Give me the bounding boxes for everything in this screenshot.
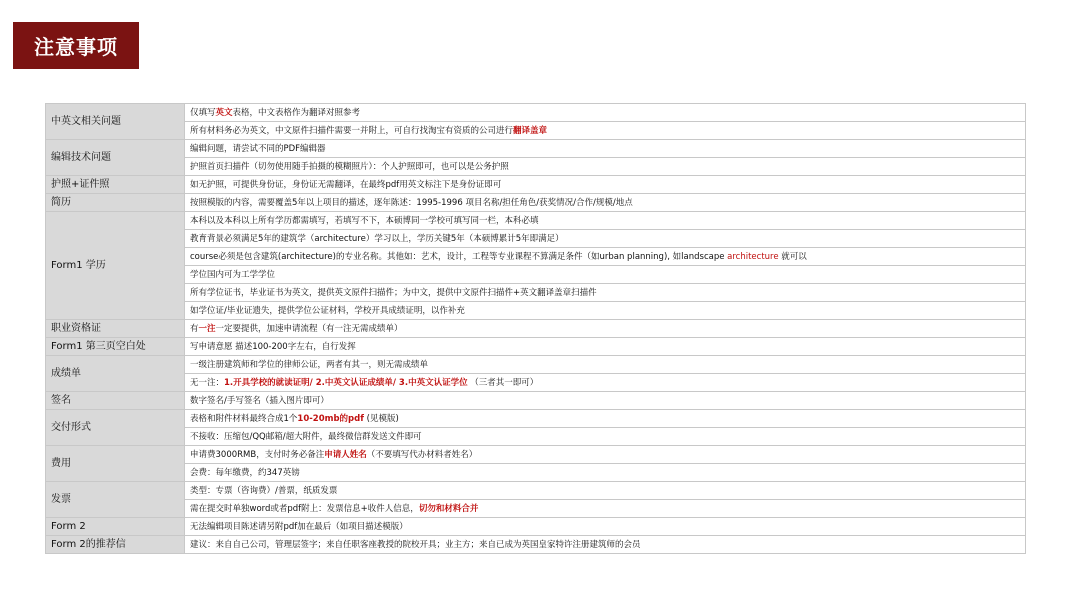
note-text: 类型：专票（咨询费）/普票，纸质发票 (190, 485, 338, 496)
note-cell (185, 176, 1026, 194)
table-row (46, 158, 1026, 176)
note-text: course必须是包含建筑(architecture)的专业名称。其他如：艺术，设计，工程等专业课程不算满足条件（如urban planning), 如landscape (190, 251, 728, 262)
table-row (46, 104, 1026, 122)
table-row (46, 266, 1026, 284)
note-text: 所有材料务必为英文，中文原件扫描件需要一并附上，可自行找淘宝有资质的公司进行 (190, 125, 514, 136)
note-cell (185, 194, 1026, 212)
note-text: 所有学位证书，毕业证书为英文，提供英文原件扫描件；为中文，提供中文原件扫描件+英文翻译盖章扫描件 (190, 287, 597, 298)
note-cell (185, 392, 1026, 410)
note-text: 表格和附件材料最终合成1个 (190, 413, 298, 424)
note-text: 数字签名/手写签名（插入图片即可） (190, 395, 329, 406)
note-cell (185, 464, 1026, 482)
highlight-text: 英文 (215, 107, 233, 118)
note-text: 学位国内可为工学学位 (190, 269, 276, 280)
note-text: 申请费3000RMB，支付时务必备注 (190, 449, 325, 460)
note-text: 如无护照，可提供身份证，身份证无需翻译，在最终pdf用英文标注下是身份证即可 (190, 179, 502, 190)
category-cell: 交付形式 (46, 410, 185, 446)
note-text: （三者其一即可） (467, 377, 539, 388)
note-text: 护照首页扫描件（切勿使用随手拍摄的模糊照片）：个人护照即可，也可以是公务护照 (190, 161, 509, 172)
table-row (46, 140, 1026, 158)
note-text: 建议：来自自己公司，管理层签字；来自任职客座教授的院校开具；业主方；来自已成为英国皇家特许注册建筑师的会员 (190, 539, 641, 550)
note-text: 无一注： (190, 377, 225, 388)
table-row (46, 284, 1026, 302)
note-cell (185, 158, 1026, 176)
highlight-text: 一注 (198, 323, 216, 334)
notes-table (45, 103, 1026, 554)
note-cell (185, 446, 1026, 464)
category-cell: 签名 (46, 392, 185, 410)
note-text: 需在提交时单独word或者pdf附上：发票信息+收件人信息， (190, 503, 419, 514)
category-cell: Form1 第三页空白处 (46, 338, 185, 356)
note-cell (185, 302, 1026, 320)
table-row (46, 248, 1026, 266)
note-text: （不要填写代办材料者姓名） (366, 449, 478, 460)
page-title: 注意事项 (13, 22, 139, 69)
note-text: 编辑问题，请尝试不同的PDF编辑器 (190, 143, 326, 154)
note-text: 一级注册建筑师和学位的律师公证，两者有其一，则无需成绩单 (190, 359, 429, 370)
table-row (46, 374, 1026, 392)
table-row (46, 230, 1026, 248)
note-cell (185, 284, 1026, 302)
note-text: 一定要提供，加速申请流程（有一注无需成绩单） (215, 323, 403, 334)
note-text: 会费：每年缴费，约347英镑 (190, 467, 300, 478)
table-row (46, 428, 1026, 446)
note-cell (185, 410, 1026, 428)
category-cell: 编辑技术问题 (46, 140, 185, 176)
note-text: 就可以 (778, 251, 807, 262)
highlight-text: 10-20mb的pdf (297, 413, 364, 424)
note-text: 按照模版的内容，需要覆盖5年以上项目的描述，逐年陈述：1995-1996 项目名称/担任角色/获奖情况/合作/规模/地点 (190, 197, 633, 208)
note-cell (185, 482, 1026, 500)
category-cell: 费用 (46, 446, 185, 482)
table-row (46, 194, 1026, 212)
table-row (46, 518, 1026, 536)
note-text: 有 (190, 323, 199, 334)
table-row (46, 536, 1026, 554)
note-cell (185, 230, 1026, 248)
category-cell: Form 2的推荐信 (46, 536, 185, 554)
note-text: 本科以及本科以上所有学历都需填写，若填写不下，本硕博同一学校可填写同一栏，本科必填 (190, 215, 539, 226)
notes-table-body (46, 104, 1026, 554)
highlight-text: architecture (727, 251, 779, 262)
note-cell (185, 140, 1026, 158)
note-cell (185, 212, 1026, 230)
note-cell (185, 518, 1026, 536)
note-cell (185, 122, 1026, 140)
note-text: 无法编辑项目陈述请另附pdf加在最后（如项目描述模版） (190, 521, 408, 532)
note-cell (185, 320, 1026, 338)
category-cell: 职业资格证 (46, 320, 185, 338)
table-row (46, 338, 1026, 356)
table-row (46, 410, 1026, 428)
table-row (46, 482, 1026, 500)
note-text: (见模版) (363, 413, 399, 424)
note-cell (185, 338, 1026, 356)
note-text: 如学位证/毕业证遗失，提供学位公证材料，学校开具成绩证明，以作补充 (190, 305, 465, 316)
table-row (46, 464, 1026, 482)
highlight-text: 切勿和材料合并 (418, 503, 479, 514)
note-text: 表格，中文表格作为翻译对照参考 (232, 107, 361, 118)
category-cell: 中英文相关问题 (46, 104, 185, 140)
table-row (46, 176, 1026, 194)
table-row (46, 356, 1026, 374)
table-row (46, 320, 1026, 338)
table-row (46, 446, 1026, 464)
note-cell (185, 248, 1026, 266)
note-text: 写申请意愿 描述100-200字左右，自行发挥 (190, 341, 356, 352)
highlight-text: 申请人姓名 (324, 449, 367, 460)
table-row (46, 122, 1026, 140)
category-cell: Form1 学历 (46, 212, 185, 320)
note-text: 不接收：压缩包/QQ邮箱/超大附件，最终微信群发送文件即可 (190, 431, 422, 442)
note-cell (185, 536, 1026, 554)
category-cell: 发票 (46, 482, 185, 518)
table-row (46, 212, 1026, 230)
category-cell: Form 2 (46, 518, 185, 536)
note-text: 仅填写 (190, 107, 216, 118)
note-text: 教育背景必须满足5年的建筑学（architecture）学习以上，学历关键5年（本硕博累计5年即满足） (190, 233, 564, 244)
table-row (46, 392, 1026, 410)
note-cell (185, 374, 1026, 392)
category-cell: 简历 (46, 194, 185, 212)
note-cell (185, 428, 1026, 446)
highlight-text: 1.开具学校的就读证明/ 2.中英文认证成绩单/ 3.中英文认证学位 (224, 377, 468, 388)
table-row (46, 500, 1026, 518)
note-cell (185, 104, 1026, 122)
note-cell (185, 266, 1026, 284)
category-cell: 成绩单 (46, 356, 185, 392)
highlight-text: 翻译盖章 (513, 125, 548, 136)
note-cell (185, 356, 1026, 374)
category-cell: 护照+证件照 (46, 176, 185, 194)
table-row (46, 302, 1026, 320)
note-cell (185, 500, 1026, 518)
